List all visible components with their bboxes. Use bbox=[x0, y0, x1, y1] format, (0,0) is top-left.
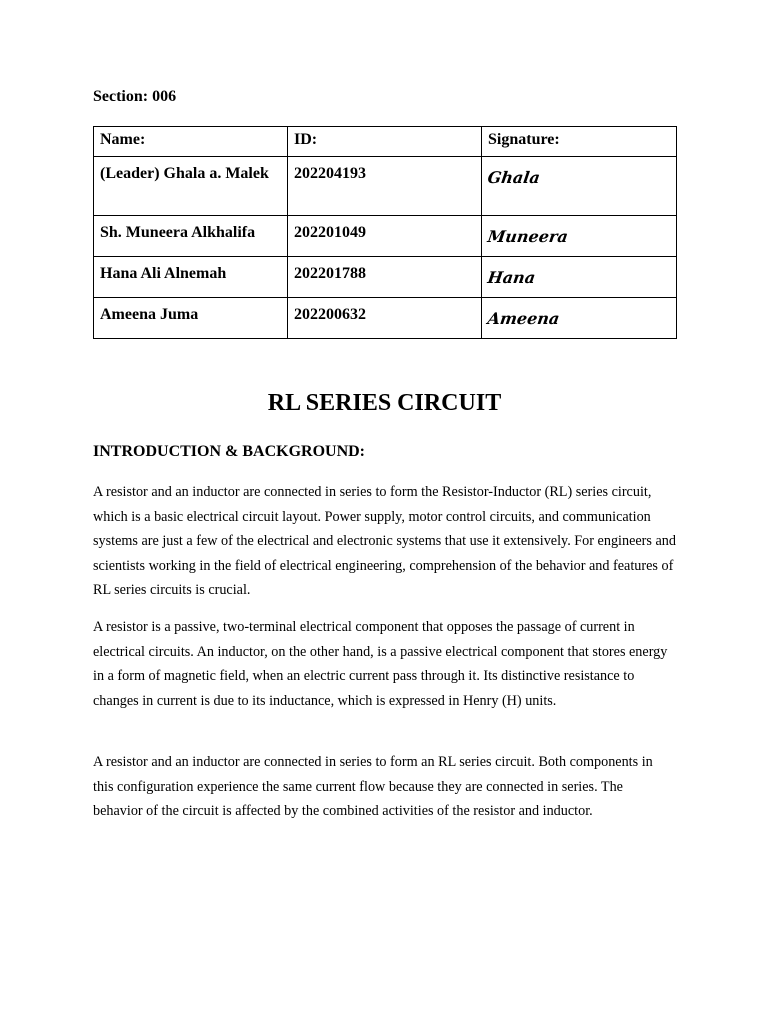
header-name: Name: bbox=[94, 127, 288, 157]
member-id: 202201049 bbox=[288, 216, 482, 257]
header-signature: Signature: bbox=[482, 127, 677, 157]
members-table bbox=[93, 126, 677, 339]
member-name: Sh. Muneera Alkhalifa bbox=[94, 216, 288, 257]
member-signature: Muneera bbox=[486, 227, 570, 246]
table-row bbox=[94, 157, 677, 216]
document-title: RL SERIES CIRCUIT bbox=[267, 390, 502, 416]
table-header-row bbox=[94, 127, 677, 157]
member-name: Hana Ali Alnemah bbox=[94, 257, 288, 298]
section-number: Section: 006 bbox=[93, 88, 177, 105]
body-paragraph: A resistor and an inductor are connected in series to form an RL series circuit. Both components in this configuration experience the same current flow because they are connected in series. The behavior of the circuit is affected by the combined activities of the resistor and inductor. bbox=[93, 754, 653, 820]
table-row bbox=[94, 298, 677, 339]
member-signature: Ghala bbox=[486, 168, 542, 187]
table-row bbox=[94, 216, 677, 257]
member-id: 202201788 bbox=[288, 257, 482, 298]
member-signature-cell bbox=[482, 216, 677, 257]
member-signature: Hana bbox=[486, 268, 537, 287]
member-signature: Ameena bbox=[486, 309, 561, 328]
member-id: 202200632 bbox=[288, 298, 482, 339]
member-id: 202204193 bbox=[288, 157, 482, 216]
member-signature-cell bbox=[482, 298, 677, 339]
member-name: Ameena Juma bbox=[94, 298, 288, 339]
header-id: ID: bbox=[288, 127, 482, 157]
member-name: (Leader) Ghala a. Malek bbox=[94, 157, 288, 216]
table-row bbox=[94, 257, 677, 298]
section-heading: INTRODUCTION & BACKGROUND: bbox=[93, 443, 366, 460]
body-paragraph: A resistor is a passive, two-terminal electrical component that opposes the passage of current in electrical circuits. An inductor, on the other hand, is a passive electrical component that stores energy in a form of magnetic field, when an electric current pass through it. Its distinctive resistance to changes in current is due to its inductance, which is expressed in Henry (H) units. bbox=[93, 619, 668, 709]
member-signature-cell bbox=[482, 157, 677, 216]
member-signature-cell bbox=[482, 257, 677, 298]
body-paragraph: A resistor and an inductor are connected in series to form the Resistor-Inductor (RL) series circuit, which is a basic electrical circuit layout. Power supply, motor control circuits, and communication systems are just a few of the electrical and electronic systems that use it extensively. For engineers and scientists working in the field of electrical engineering, comprehension of the behavior and features of RL series circuits is crucial. bbox=[93, 484, 676, 599]
